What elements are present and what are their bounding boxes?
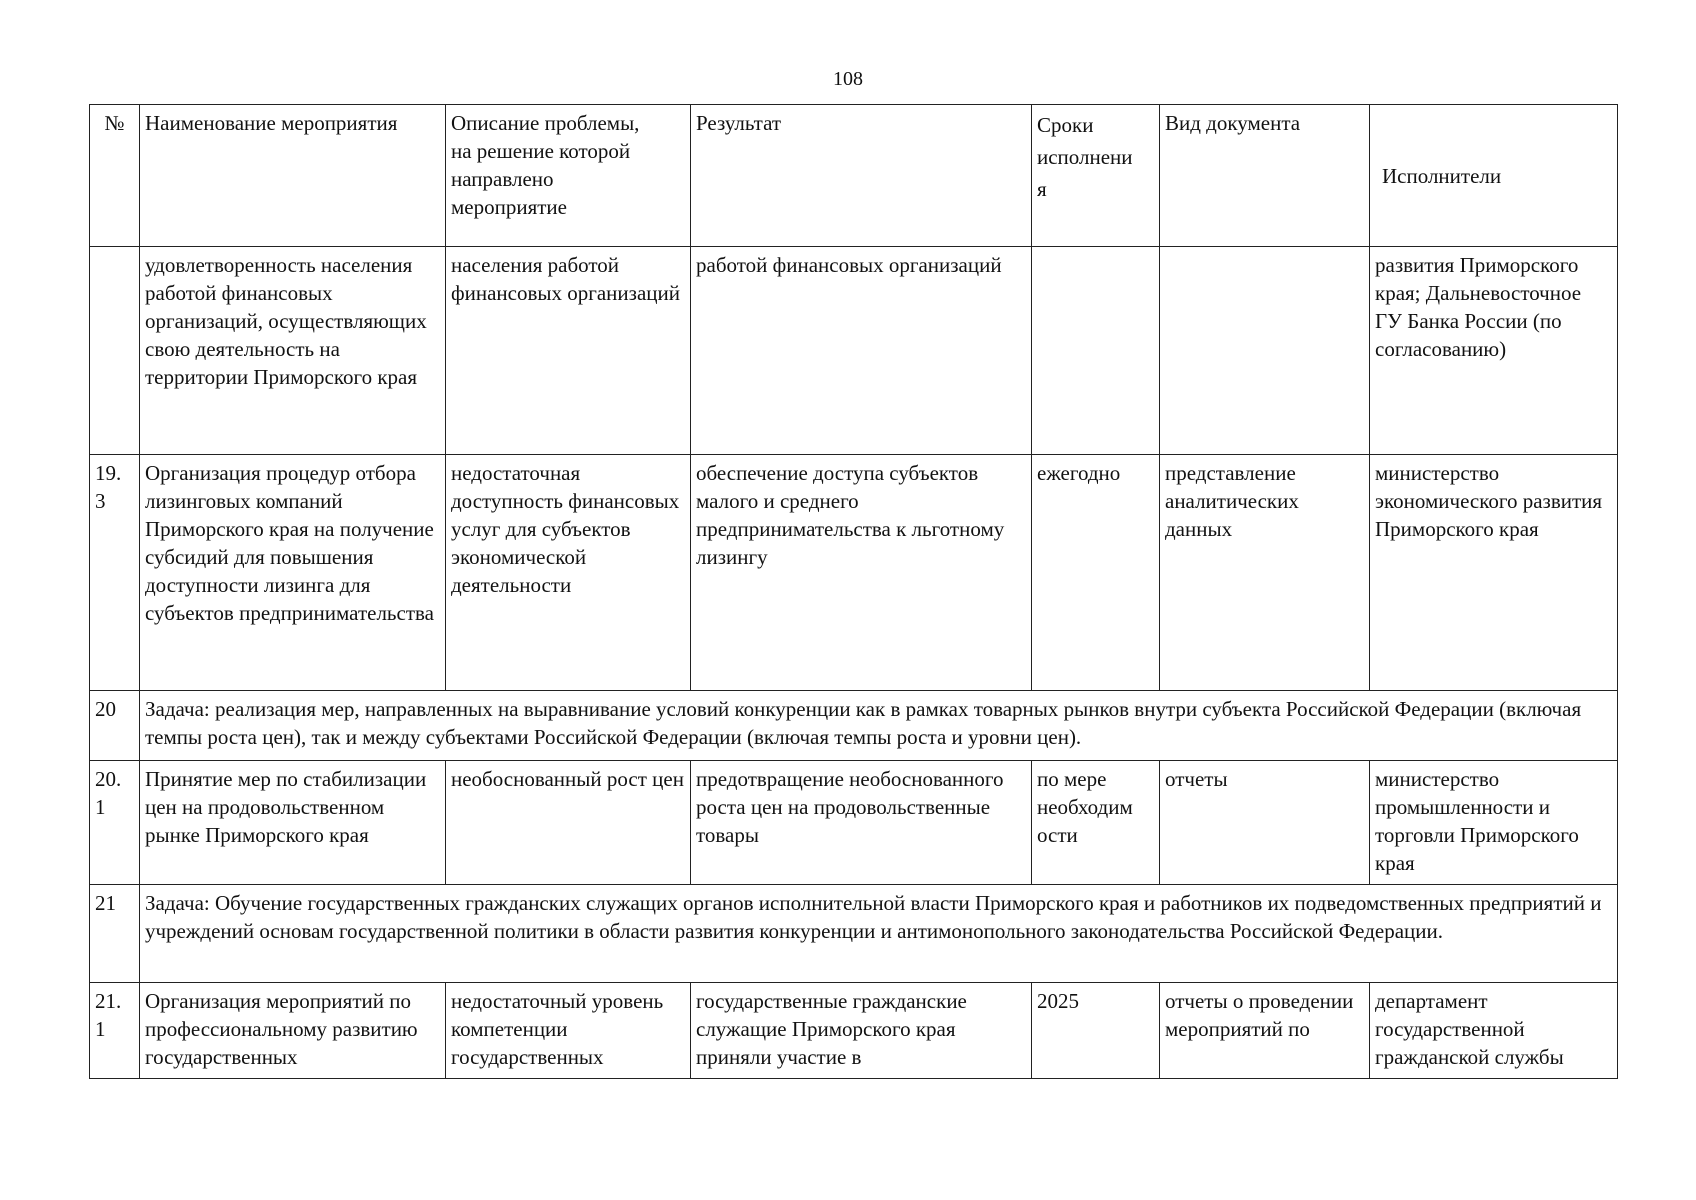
cell-num: [90, 247, 140, 455]
cell-result: предотвращение необоснованного роста цен на продовольственные товары: [691, 761, 1032, 885]
cell-num: 21. 1: [90, 983, 140, 1079]
cell-result: обеспечение доступа субъектов малого и среднего предпринимательства к льготному лизингу: [691, 455, 1032, 691]
cell-problem: необоснованный рост цен: [446, 761, 691, 885]
cell-executors: министерство экономического развития Приморского края: [1370, 455, 1618, 691]
cell-name: Организация мероприятий по профессиональному развитию государственных: [140, 983, 446, 1079]
cell-doc-type: [1160, 247, 1370, 455]
table-row: [90, 983, 1618, 1079]
cell-name: Организация процедур отбора лизинговых компаний Приморского края на получение субсидий для повышения доступности лизинга для субъектов предпринимательства: [140, 455, 446, 691]
cell-name: удовлетворенность населения работой финансовых организаций, осуществляющих свою деятельность на территории Приморского края: [140, 247, 446, 455]
cell-num: 21: [90, 885, 140, 983]
measures-table: [89, 104, 1618, 1079]
task-20-text: Задача: реализация мер, направленных на выравнивание условий конкуренции как в рамках товарных рынков внутри субъекта Российской Федерации (включая темпы роста цен), так и между субъектами Российской Федерации (включая темпы роста и уровни цен).: [140, 691, 1618, 761]
cell-doc-type: отчеты: [1160, 761, 1370, 885]
cell-result: работой финансовых организаций: [691, 247, 1032, 455]
cell-executors: развития Приморского края; Дальневосточное ГУ Банка России (по согласованию): [1370, 247, 1618, 455]
cell-doc-type: отчеты о проведении мероприятий по: [1160, 983, 1370, 1079]
cell-deadline: [1032, 247, 1160, 455]
task-row: [90, 691, 1618, 761]
cell-num: 19. 3: [90, 455, 140, 691]
cell-num: 20. 1: [90, 761, 140, 885]
cell-executors: министерство промышленности и торговли Приморского края: [1370, 761, 1618, 885]
header-num: №: [90, 105, 140, 247]
cell-doc-type: представление аналитических данных: [1160, 455, 1370, 691]
task-row: [90, 885, 1618, 983]
header-problem: Описание проблемы, на решение которой направлено мероприятие: [446, 105, 691, 247]
cell-deadline: 2025: [1032, 983, 1160, 1079]
table-row: [90, 247, 1618, 455]
cell-num: 20: [90, 691, 140, 761]
header-executors: Исполнители: [1370, 105, 1618, 247]
header-deadline: Сроки исполнени я: [1032, 105, 1160, 247]
cell-result: государственные гражданские служащие Приморского края приняли участие в: [691, 983, 1032, 1079]
task-21-text: Задача: Обучение государственных гражданских служащих органов исполнительной власти Приморского края и работников их подведомственных предприятий и учреждений основам государственной политики в области развития конкуренции и антимонопольного законодательства Российской Федерации.: [140, 885, 1618, 983]
header-doc-type: Вид документа: [1160, 105, 1370, 247]
cell-deadline: ежегодно: [1032, 455, 1160, 691]
cell-problem: недостаточная доступность финансовых услуг для субъектов экономической деятельности: [446, 455, 691, 691]
table-row: [90, 455, 1618, 691]
cell-name: Принятие мер по стабилизации цен на продовольственном рынке Приморского края: [140, 761, 446, 885]
header-name: Наименование мероприятия: [140, 105, 446, 247]
table-row: [90, 761, 1618, 885]
page-number: 108: [833, 68, 863, 90]
table-header-row: [90, 105, 1618, 247]
cell-deadline: по мере необходим ости: [1032, 761, 1160, 885]
cell-problem: недостаточный уровень компетенции государственных: [446, 983, 691, 1079]
cell-problem: населения работой финансовых организаций: [446, 247, 691, 455]
cell-executors: департамент государственной гражданской службы: [1370, 983, 1618, 1079]
header-result: Результат: [691, 105, 1032, 247]
